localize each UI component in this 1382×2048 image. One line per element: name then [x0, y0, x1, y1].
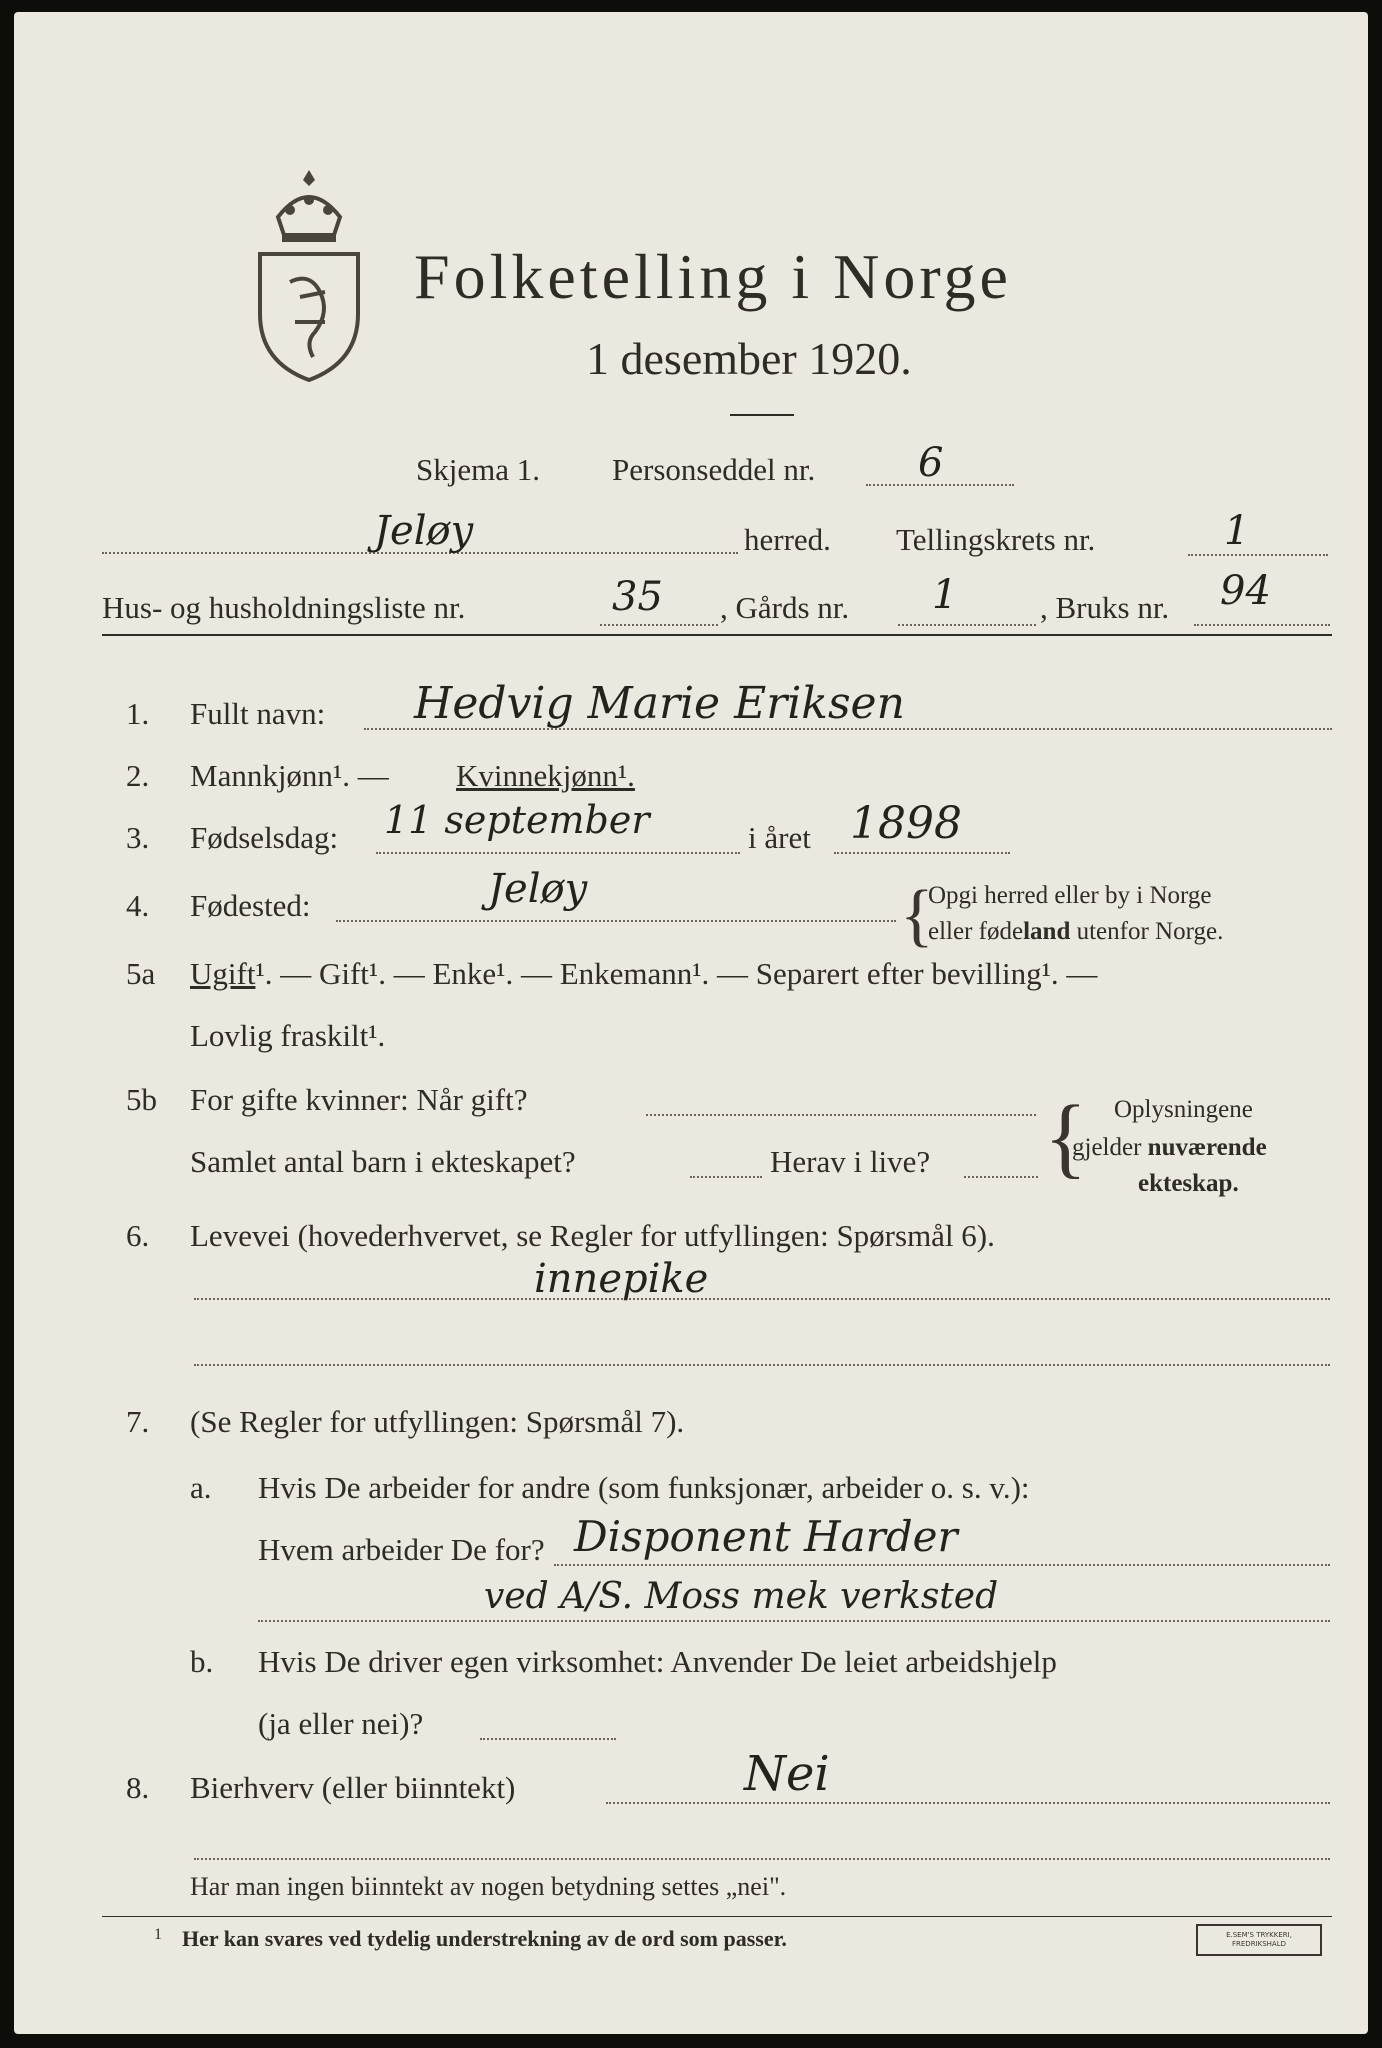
- q5b-label: For gifte kvinner: Når gift?: [190, 1082, 528, 1117]
- brace-icon: {: [900, 877, 934, 954]
- year-label: i året: [748, 820, 811, 855]
- occupation-field-2[interactable]: [194, 1364, 1330, 1366]
- q7b-number: b.: [190, 1644, 214, 1679]
- q7a-number: a.: [190, 1470, 212, 1505]
- footnote-number: 1: [154, 1926, 162, 1943]
- q8-label: Bierhverv (eller biinntekt): [190, 1770, 516, 1805]
- census-date: 1 desember 1920.: [586, 333, 912, 384]
- male-option[interactable]: Mannkjønn¹. —: [190, 758, 389, 793]
- children-alive-label: Herav i live?: [770, 1144, 931, 1179]
- children-total-label: Samlet antal barn i ekteskapet?: [190, 1144, 576, 1179]
- employer-label: Hvem arbeider De for?: [258, 1532, 545, 1567]
- side-income-value: Nei: [744, 1746, 830, 1802]
- side-income-field-1[interactable]: [606, 1802, 1330, 1804]
- employer-value-2: ved A/S. Moss mek verksted: [484, 1576, 999, 1617]
- gards-field[interactable]: [898, 624, 1036, 626]
- census-form: [14, 12, 1368, 2034]
- birthday-field[interactable]: [376, 852, 740, 854]
- coat-of-arms-icon: [250, 162, 368, 382]
- marriage-note-2: gjelder nuværende: [1072, 1134, 1267, 1161]
- hired-help-label: (ja eller nei)?: [258, 1706, 424, 1741]
- bruks-value: 94: [1220, 568, 1271, 614]
- q5b-number: 5b: [126, 1082, 157, 1117]
- hired-help-field[interactable]: [480, 1738, 616, 1740]
- side-income-note: Har man ingen biinntekt av nogen betydning settes „nei".: [190, 1872, 787, 1901]
- form-title: Folketelling i Norge: [414, 241, 1012, 312]
- employer-field-1[interactable]: [554, 1564, 1330, 1566]
- q4-number: 4.: [126, 888, 150, 923]
- q6-number: 6.: [126, 1218, 150, 1253]
- birthplace-note-2: eller fødeland utenfor Norge.: [928, 918, 1224, 945]
- herred-value: Jeløy: [374, 508, 474, 554]
- header-divider: [102, 634, 1332, 636]
- q1-label: Fullt navn:: [190, 696, 326, 731]
- q4-label: Fødested:: [190, 888, 311, 923]
- footer-divider: [102, 1916, 1332, 1917]
- birth-year-value: 1898: [850, 798, 962, 849]
- husliste-field[interactable]: [600, 624, 718, 626]
- printer-stamp: E.SEM'S TRYKKERI, FREDRIKSHALD: [1196, 1924, 1322, 1956]
- herred-label: herred.: [744, 522, 831, 557]
- tellingskrets-label: Tellingskrets nr.: [896, 522, 1096, 557]
- title-divider: [730, 414, 794, 416]
- q1-number: 1.: [126, 696, 150, 731]
- q7-label: (Se Regler for utfyllingen: Spørsmål 7).: [190, 1404, 685, 1439]
- personseddel-label: Personseddel nr.: [612, 452, 816, 487]
- q7b-label: Hvis De driver egen virksomhet: Anvender De leiet arbeidshjelp: [258, 1644, 1057, 1679]
- female-option[interactable]: Kvinnekjønn¹.: [456, 758, 635, 793]
- birthplace-field[interactable]: [336, 920, 896, 922]
- birthplace-value: Jeløy: [488, 866, 588, 912]
- husliste-label: Hus- og husholdningsliste nr.: [102, 590, 466, 625]
- gards-value: 1: [932, 572, 958, 618]
- children-total-field[interactable]: [690, 1176, 762, 1178]
- q5a-number: 5a: [126, 956, 156, 991]
- tellingskrets-field[interactable]: [1188, 554, 1328, 556]
- unmarried-option[interactable]: Ugift: [190, 956, 256, 991]
- q7-number: 7.: [126, 1404, 150, 1439]
- children-alive-field[interactable]: [964, 1176, 1038, 1178]
- bruks-field[interactable]: [1194, 624, 1330, 626]
- bruks-label: , Bruks nr.: [1040, 590, 1170, 625]
- marital-options[interactable]: Ugift¹. — Gift¹. — Enke¹. — Enkemann¹. — Separert efter bevilling¹. —: [190, 956, 1098, 991]
- occupation-field-1[interactable]: [194, 1298, 1330, 1300]
- husliste-value: 35: [612, 574, 663, 620]
- marriage-note-3: ekteskap.: [1138, 1170, 1239, 1197]
- footnote-text: Her kan svares ved tydelig understrekning av de ord som passer.: [182, 1926, 787, 1951]
- occupation-value: innepike: [534, 1256, 709, 1302]
- birthplace-note-1: Opgi herred eller by i Norge: [928, 882, 1212, 909]
- brace-icon: {: [1044, 1088, 1088, 1187]
- q8-number: 8.: [126, 1770, 150, 1805]
- marriage-note-1: Oplysningene: [1114, 1096, 1253, 1123]
- gards-label: , Gårds nr.: [720, 590, 850, 625]
- divorced-option[interactable]: Lovlig fraskilt¹.: [190, 1018, 386, 1053]
- q3-label: Fødselsdag:: [190, 820, 339, 855]
- q3-number: 3.: [126, 820, 150, 855]
- tellingskrets-value: 1: [1224, 508, 1250, 554]
- q6-label: Levevei (hovederhvervet, se Regler for utfyllingen: Spørsmål 6).: [190, 1218, 995, 1253]
- side-income-field-2[interactable]: [194, 1858, 1330, 1860]
- q7a-label: Hvis De arbeider for andre (som funksjonær, arbeider o. s. v.):: [258, 1470, 1030, 1505]
- married-date-field[interactable]: [646, 1114, 1036, 1116]
- skjema-label: Skjema 1.: [416, 452, 540, 487]
- employer-field-2[interactable]: [258, 1620, 1330, 1622]
- birthday-value: 11 september: [384, 798, 650, 842]
- employer-value-1: Disponent Harder: [574, 1512, 958, 1561]
- birth-year-field[interactable]: [834, 852, 1010, 854]
- personseddel-value: 6: [918, 440, 944, 486]
- full-name-value: Hedvig Marie Eriksen: [414, 678, 905, 729]
- q2-number: 2.: [126, 758, 150, 793]
